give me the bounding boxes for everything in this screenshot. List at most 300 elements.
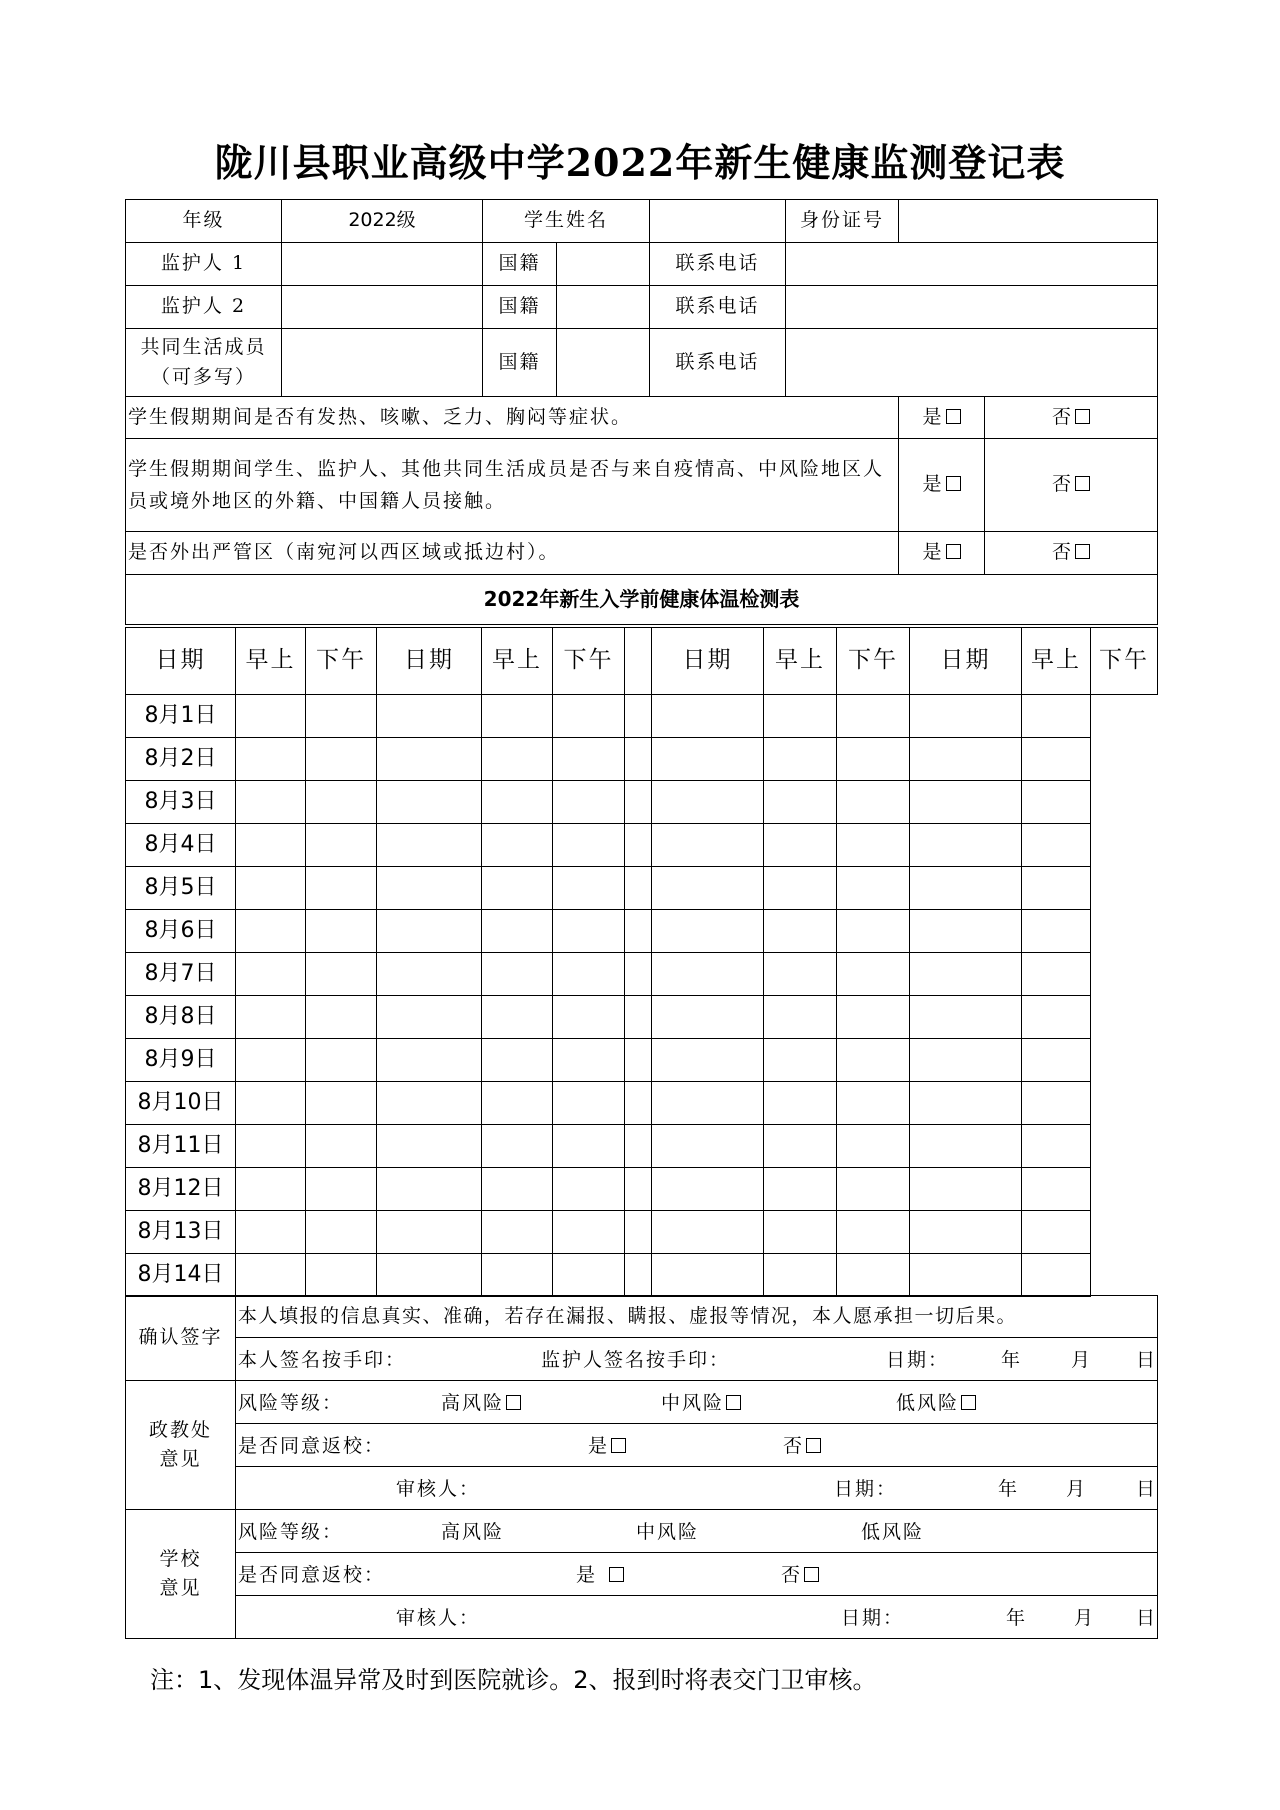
afternoon-temp-cell[interactable]	[306, 695, 377, 738]
afternoon-temp-cell[interactable]	[482, 953, 553, 996]
afternoon-temp-cell[interactable]	[306, 1125, 377, 1168]
date-header: 日期	[652, 628, 764, 695]
morning-header: 早上	[1022, 628, 1091, 695]
date-cell[interactable]	[625, 1039, 652, 1082]
afternoon-temp-cell[interactable]	[306, 953, 377, 996]
checkbox-icon[interactable]	[1075, 544, 1090, 559]
afternoon-temp-cell[interactable]	[1022, 1082, 1091, 1125]
school-label-line2: 意见	[159, 1577, 202, 1599]
high-risk-label: 高风险	[441, 1392, 505, 1414]
low-risk-option[interactable]	[896, 1389, 976, 1418]
date-cell[interactable]	[837, 1168, 910, 1211]
afternoon-temp-cell[interactable]	[306, 910, 377, 953]
afternoon-temp-cell[interactable]	[1022, 1125, 1091, 1168]
morning-temp-cell[interactable]	[236, 1168, 306, 1211]
morning-temp-cell[interactable]	[236, 695, 306, 738]
checkbox-icon[interactable]	[611, 1438, 626, 1453]
no-label: 否	[1052, 405, 1074, 428]
date-header: 日期	[126, 628, 236, 695]
question-restricted-zone: 是否外出严管区（南宛河以西区域或抵边村）。	[126, 532, 899, 575]
morning-temp-cell[interactable]	[553, 738, 625, 781]
member-label-line2: （可多写）	[150, 365, 256, 388]
morning-temp-cell[interactable]	[236, 824, 306, 867]
afternoon-temp-cell[interactable]	[764, 1254, 837, 1297]
checkbox-icon[interactable]	[946, 409, 961, 424]
afternoon-temp-cell[interactable]	[1022, 996, 1091, 1039]
id-field[interactable]	[899, 200, 1158, 243]
morning-temp-cell[interactable]	[652, 1211, 764, 1254]
afternoon-temp-cell[interactable]	[764, 996, 837, 1039]
temp-row	[126, 824, 1158, 867]
morning-header: 早上	[236, 628, 306, 695]
temp-row	[126, 781, 1158, 824]
afternoon-temp-cell[interactable]	[482, 1082, 553, 1125]
afternoon-temp-cell[interactable]	[482, 824, 553, 867]
day-label: 日	[1136, 1478, 1158, 1500]
afternoon-temp-cell[interactable]	[482, 1039, 553, 1082]
afternoon-temp-cell[interactable]	[306, 824, 377, 867]
afternoon-temp-cell[interactable]	[764, 824, 837, 867]
morning-temp-cell[interactable]	[553, 781, 625, 824]
politics-agree-row	[236, 1424, 1158, 1467]
date-cell[interactable]	[625, 867, 652, 910]
morning-temp-cell[interactable]	[910, 996, 1022, 1039]
afternoon-temp-cell[interactable]	[482, 1211, 553, 1254]
afternoon-temp-cell[interactable]	[482, 695, 553, 738]
guardian1-field[interactable]	[282, 243, 483, 286]
afternoon-temp-cell[interactable]	[764, 738, 837, 781]
agree-no-option[interactable]	[781, 1561, 819, 1590]
morning-temp-cell[interactable]	[236, 996, 306, 1039]
afternoon-temp-cell[interactable]	[1022, 781, 1091, 824]
date-cell: 8月2日	[126, 738, 236, 781]
question-contact-no[interactable]	[985, 439, 1158, 532]
yes-label: 是	[922, 473, 944, 496]
phone-label: 联系电话	[650, 243, 786, 286]
morning-temp-cell[interactable]	[236, 910, 306, 953]
checkbox-icon[interactable]	[946, 476, 961, 491]
morning-temp-cell[interactable]	[652, 738, 764, 781]
morning-temp-cell[interactable]	[652, 867, 764, 910]
afternoon-temp-cell[interactable]	[306, 738, 377, 781]
member-field[interactable]	[282, 329, 483, 397]
afternoon-temp-cell[interactable]	[1022, 695, 1091, 738]
morning-temp-cell[interactable]	[236, 738, 306, 781]
morning-temp-cell[interactable]	[553, 1125, 625, 1168]
morning-temp-cell[interactable]	[652, 910, 764, 953]
afternoon-temp-cell[interactable]	[1022, 738, 1091, 781]
afternoon-temp-cell[interactable]	[482, 781, 553, 824]
afternoon-header: 下午	[553, 628, 625, 695]
date-cell[interactable]	[837, 910, 910, 953]
afternoon-temp-cell[interactable]	[306, 867, 377, 910]
grade-value: 2022级	[282, 200, 483, 243]
morning-temp-cell[interactable]	[377, 1254, 482, 1297]
temp-row	[126, 1254, 1158, 1297]
politics-review-row	[236, 1467, 1158, 1510]
no-label: 否	[1052, 473, 1074, 496]
agree-label: 是否同意返校：	[238, 1435, 386, 1457]
morning-temp-cell[interactable]	[910, 1168, 1022, 1211]
school-label	[126, 1510, 236, 1639]
politics-office-label-line1: 政教处	[148, 1418, 212, 1441]
date-cell[interactable]	[625, 996, 652, 1039]
afternoon-temp-cell[interactable]	[764, 953, 837, 996]
afternoon-temp-cell[interactable]	[764, 1168, 837, 1211]
morning-temp-cell[interactable]	[652, 1082, 764, 1125]
morning-temp-cell[interactable]	[377, 1039, 482, 1082]
temp-row	[126, 738, 1158, 781]
morning-temp-cell[interactable]	[377, 1125, 482, 1168]
month-label: 月	[1074, 1607, 1096, 1629]
morning-temp-cell[interactable]	[377, 738, 482, 781]
date-cell[interactable]	[837, 1254, 910, 1297]
checkbox-icon[interactable]	[804, 1567, 819, 1582]
morning-temp-cell[interactable]	[910, 1039, 1022, 1082]
reviewer-label: 审核人：	[396, 1478, 481, 1500]
morning-temp-cell[interactable]	[910, 824, 1022, 867]
date-cell: 8月6日	[126, 910, 236, 953]
date-cell[interactable]	[837, 781, 910, 824]
temp-row	[126, 1082, 1158, 1125]
question-restricted-yes[interactable]	[899, 532, 985, 575]
question-symptoms: 学生假期期间是否有发热、咳嗽、乏力、胸闷等症状。	[126, 397, 899, 439]
guardian-sign-label: 监护人签名按手印：	[541, 1349, 731, 1371]
guardian2-field[interactable]	[282, 286, 483, 329]
no-label: 否	[783, 1435, 805, 1457]
temp-row	[126, 1211, 1158, 1254]
date-cell: 8月10日	[126, 1082, 236, 1125]
morning-temp-cell[interactable]	[236, 867, 306, 910]
date-cell[interactable]	[837, 1125, 910, 1168]
high-risk-option[interactable]	[441, 1389, 521, 1418]
medium-risk-label: 中风险	[661, 1392, 725, 1414]
afternoon-temp-cell[interactable]	[764, 781, 837, 824]
politics-office-label	[126, 1381, 236, 1510]
morning-temp-cell[interactable]	[377, 781, 482, 824]
afternoon-temp-cell[interactable]	[1022, 953, 1091, 996]
guardian1-nationality-field[interactable]	[557, 243, 650, 286]
year-label: 年	[1006, 1607, 1028, 1629]
approval-table	[125, 1295, 1158, 1639]
date-cell[interactable]	[625, 824, 652, 867]
checkbox-icon[interactable]	[946, 544, 961, 559]
afternoon-header: 下午	[837, 628, 910, 695]
morning-temp-cell[interactable]	[553, 910, 625, 953]
date-cell[interactable]	[625, 1254, 652, 1297]
morning-temp-cell[interactable]	[377, 1082, 482, 1125]
guardian2-phone-field[interactable]	[786, 286, 1158, 329]
date-cell: 8月7日	[126, 953, 236, 996]
checkbox-icon[interactable]	[961, 1395, 976, 1410]
afternoon-temp-cell[interactable]	[1022, 824, 1091, 867]
risk-label: 风险等级：	[238, 1392, 344, 1414]
checkbox-icon[interactable]	[1075, 409, 1090, 424]
month-label: 月	[1066, 1478, 1088, 1500]
question-restricted-no[interactable]	[985, 532, 1158, 575]
low-risk-label: 低风险	[896, 1392, 960, 1414]
date-header: 日期	[377, 628, 482, 695]
checkbox-icon[interactable]	[506, 1395, 521, 1410]
afternoon-temp-cell[interactable]	[1022, 867, 1091, 910]
agree-yes-option[interactable]	[588, 1432, 626, 1461]
date-cell[interactable]	[625, 695, 652, 738]
date-cell: 8月14日	[126, 1254, 236, 1297]
student-name-label: 学生姓名	[483, 200, 650, 243]
afternoon-temp-cell[interactable]	[1022, 1168, 1091, 1211]
school-agree-row	[236, 1553, 1158, 1596]
temp-row	[126, 695, 1158, 738]
confirm-sign-row	[236, 1338, 1158, 1381]
afternoon-temp-cell[interactable]	[764, 1125, 837, 1168]
date-cell: 8月12日	[126, 1168, 236, 1211]
date-cell: 8月9日	[126, 1039, 236, 1082]
morning-temp-cell[interactable]	[377, 695, 482, 738]
morning-temp-cell[interactable]	[652, 1039, 764, 1082]
morning-temp-cell[interactable]	[553, 953, 625, 996]
school-risk-row	[236, 1510, 1158, 1553]
morning-temp-cell[interactable]	[652, 824, 764, 867]
date-cell: 8月3日	[126, 781, 236, 824]
date-cell: 8月8日	[126, 996, 236, 1039]
morning-temp-cell[interactable]	[236, 1082, 306, 1125]
school-label-line1: 学校	[159, 1547, 202, 1570]
morning-temp-cell[interactable]	[553, 824, 625, 867]
morning-temp-cell[interactable]	[377, 1168, 482, 1211]
nationality-label: 国籍	[483, 329, 557, 397]
date-cell[interactable]	[625, 738, 652, 781]
yes-label: 是	[922, 405, 944, 428]
member-label-line1: 共同生活成员	[140, 336, 267, 359]
temp-row	[126, 910, 1158, 953]
afternoon-temp-cell[interactable]	[764, 1082, 837, 1125]
morning-temp-cell[interactable]	[553, 1254, 625, 1297]
medium-risk-option[interactable]	[661, 1389, 741, 1418]
date-cell[interactable]	[625, 1125, 652, 1168]
afternoon-temp-cell[interactable]	[306, 1082, 377, 1125]
afternoon-temp-cell[interactable]	[482, 738, 553, 781]
no-label: 否	[1052, 541, 1074, 564]
temp-table-title: 2022年新生入学前健康体温检测表	[126, 575, 1158, 625]
afternoon-temp-cell[interactable]	[306, 781, 377, 824]
morning-temp-cell[interactable]	[236, 781, 306, 824]
temp-row	[126, 1039, 1158, 1082]
agree-yes-option[interactable]	[576, 1561, 624, 1590]
date-label: 日期：	[886, 1349, 950, 1371]
checkbox-icon[interactable]	[1075, 476, 1090, 491]
afternoon-temp-cell[interactable]	[1022, 1039, 1091, 1082]
morning-temp-cell[interactable]	[553, 1168, 625, 1211]
footer-note: 注：1、发现体温异常及时到医院就诊。2、报到时将表交门卫审核。	[150, 1666, 877, 1694]
high-risk-label: 高风险	[441, 1521, 505, 1543]
morning-temp-cell[interactable]	[377, 910, 482, 953]
afternoon-temp-cell[interactable]	[764, 695, 837, 738]
guardian1-label: 监护人 1	[126, 243, 282, 286]
temp-row	[126, 996, 1158, 1039]
afternoon-temp-cell[interactable]	[1022, 1211, 1091, 1254]
morning-temp-cell[interactable]	[553, 1211, 625, 1254]
morning-temp-cell[interactable]	[377, 1211, 482, 1254]
risk-label: 风险等级：	[238, 1521, 344, 1543]
morning-temp-cell[interactable]	[236, 953, 306, 996]
afternoon-header: 下午	[1091, 628, 1158, 695]
morning-temp-cell[interactable]	[377, 996, 482, 1039]
afternoon-temp-cell[interactable]	[764, 1211, 837, 1254]
morning-temp-cell[interactable]	[553, 1082, 625, 1125]
morning-temp-cell[interactable]	[910, 1125, 1022, 1168]
morning-temp-cell[interactable]	[652, 1254, 764, 1297]
yes-label: 是	[576, 1564, 598, 1586]
day-label: 日	[1136, 1349, 1158, 1371]
month-label: 月	[1071, 1349, 1093, 1371]
phone-label: 联系电话	[650, 286, 786, 329]
checkbox-icon[interactable]	[609, 1567, 624, 1582]
date-cell: 8月11日	[126, 1125, 236, 1168]
checkbox-icon[interactable]	[726, 1395, 741, 1410]
afternoon-temp-cell[interactable]	[482, 1254, 553, 1297]
morning-temp-cell[interactable]	[910, 867, 1022, 910]
morning-temp-cell[interactable]	[652, 1168, 764, 1211]
morning-temp-cell[interactable]	[236, 1254, 306, 1297]
morning-temp-cell[interactable]	[553, 1039, 625, 1082]
nationality-label: 国籍	[483, 286, 557, 329]
self-sign-label: 本人签名按手印：	[238, 1349, 407, 1371]
date-cell[interactable]	[625, 781, 652, 824]
date-cell[interactable]	[625, 1082, 652, 1125]
date-header: 日期	[910, 628, 1022, 695]
morning-temp-cell[interactable]	[910, 1211, 1022, 1254]
morning-temp-cell[interactable]	[910, 695, 1022, 738]
temp-row	[126, 1125, 1158, 1168]
temp-row	[126, 1168, 1158, 1211]
afternoon-temp-cell[interactable]	[306, 1039, 377, 1082]
date-cell[interactable]	[625, 1168, 652, 1211]
morning-temp-cell[interactable]	[377, 867, 482, 910]
date-cell[interactable]	[837, 738, 910, 781]
afternoon-temp-cell[interactable]	[482, 910, 553, 953]
morning-temp-cell[interactable]	[652, 695, 764, 738]
morning-temp-cell[interactable]	[910, 1082, 1022, 1125]
morning-header: 早上	[482, 628, 553, 695]
date-label: 日期：	[834, 1478, 898, 1500]
morning-temp-cell[interactable]	[236, 1125, 306, 1168]
morning-temp-cell[interactable]	[377, 953, 482, 996]
afternoon-temp-cell[interactable]	[764, 910, 837, 953]
morning-temp-cell[interactable]	[910, 781, 1022, 824]
afternoon-temp-cell[interactable]	[482, 867, 553, 910]
afternoon-temp-cell[interactable]	[1022, 910, 1091, 953]
yes-label: 是	[922, 541, 944, 564]
temp-header-row	[126, 628, 1158, 695]
question-symptoms-yes[interactable]	[899, 397, 985, 439]
nationality-label: 国籍	[483, 243, 557, 286]
question-contact-yes[interactable]	[899, 439, 985, 532]
temp-row	[126, 953, 1158, 996]
yes-label: 是	[588, 1435, 610, 1457]
no-label: 否	[781, 1564, 803, 1586]
member-label	[126, 329, 282, 397]
member-phone-field[interactable]	[786, 329, 1158, 397]
guardian2-nationality-field[interactable]	[557, 286, 650, 329]
date-cell[interactable]	[837, 695, 910, 738]
afternoon-temp-cell[interactable]	[482, 1125, 553, 1168]
date-cell[interactable]	[837, 1039, 910, 1082]
morning-temp-cell[interactable]	[553, 867, 625, 910]
morning-temp-cell[interactable]	[377, 824, 482, 867]
afternoon-temp-cell[interactable]	[306, 996, 377, 1039]
morning-temp-cell[interactable]	[652, 1125, 764, 1168]
temperature-table	[125, 627, 1158, 1297]
morning-temp-cell[interactable]	[910, 1254, 1022, 1297]
guardian1-phone-field[interactable]	[786, 243, 1158, 286]
day-label: 日	[1136, 1607, 1158, 1629]
afternoon-temp-cell[interactable]	[306, 1254, 377, 1297]
date-cell[interactable]	[837, 996, 910, 1039]
phone-label: 联系电话	[650, 329, 786, 397]
question-contact: 学生假期期间学生、监护人、其他共同生活成员是否与来自疫情高、中风险地区人员或境外地区的外籍、中国籍人员接触。	[126, 439, 899, 532]
date-label: 日期：	[841, 1607, 905, 1629]
afternoon-temp-cell[interactable]	[306, 1211, 377, 1254]
afternoon-temp-cell[interactable]	[764, 1039, 837, 1082]
morning-temp-cell[interactable]	[236, 1039, 306, 1082]
morning-header: 早上	[764, 628, 837, 695]
school-review-row	[236, 1596, 1158, 1639]
date-cell[interactable]	[837, 1082, 910, 1125]
id-label: 身份证号	[786, 200, 899, 243]
date-cell[interactable]	[837, 1211, 910, 1254]
temp-row	[126, 867, 1158, 910]
morning-temp-cell[interactable]	[236, 1211, 306, 1254]
morning-temp-cell[interactable]	[652, 781, 764, 824]
morning-temp-cell[interactable]	[910, 953, 1022, 996]
checkbox-icon[interactable]	[806, 1438, 821, 1453]
date-cell[interactable]	[837, 867, 910, 910]
date-cell[interactable]	[625, 1211, 652, 1254]
morning-temp-cell[interactable]	[652, 996, 764, 1039]
afternoon-header: 下午	[306, 628, 377, 695]
member-nationality-field[interactable]	[557, 329, 650, 397]
date-cell: 8月1日	[126, 695, 236, 738]
morning-temp-cell[interactable]	[652, 953, 764, 996]
date-cell[interactable]	[625, 953, 652, 996]
afternoon-temp-cell[interactable]	[482, 1168, 553, 1211]
date-cell: 8月4日	[126, 824, 236, 867]
guardian2-label: 监护人 2	[126, 286, 282, 329]
grade-label: 年级	[126, 200, 282, 243]
morning-temp-cell[interactable]	[553, 695, 625, 738]
afternoon-temp-cell[interactable]	[764, 867, 837, 910]
morning-temp-cell[interactable]	[910, 738, 1022, 781]
confirm-statement: 本人填报的信息真实、准确，若存在漏报、瞒报、虚报等情况，本人愿承担一切后果。	[236, 1296, 1158, 1338]
morning-temp-cell[interactable]	[910, 910, 1022, 953]
column-divider	[625, 628, 652, 695]
date-cell: 8月13日	[126, 1211, 236, 1254]
afternoon-temp-cell[interactable]	[306, 1168, 377, 1211]
confirm-label: 确认签字	[126, 1296, 236, 1381]
date-cell[interactable]	[837, 824, 910, 867]
document-title: 陇川县职业高级中学2022年新生健康监测登记表	[214, 140, 1066, 185]
morning-temp-cell[interactable]	[553, 996, 625, 1039]
question-symptoms-no[interactable]	[985, 397, 1158, 439]
afternoon-temp-cell[interactable]	[1022, 1254, 1091, 1297]
date-cell: 8月5日	[126, 867, 236, 910]
student-name-field[interactable]	[650, 200, 786, 243]
agree-no-option[interactable]	[783, 1432, 821, 1461]
agree-label: 是否同意返校：	[238, 1564, 386, 1586]
date-cell[interactable]	[625, 910, 652, 953]
afternoon-temp-cell[interactable]	[482, 996, 553, 1039]
date-cell[interactable]	[837, 953, 910, 996]
